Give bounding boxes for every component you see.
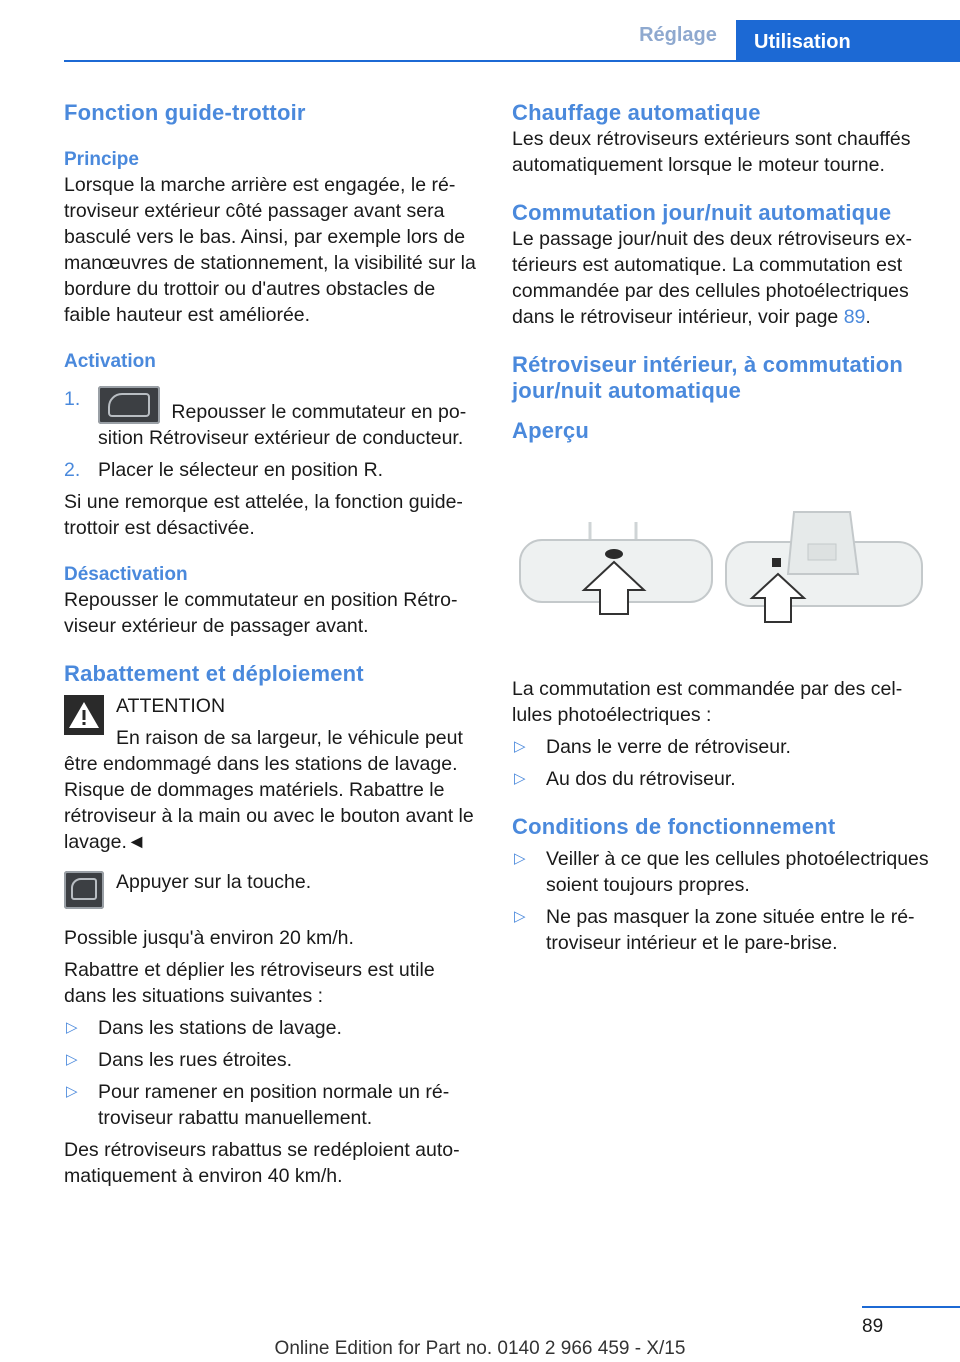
heading-guide-trottoir: Fonction guide-trottoir bbox=[64, 100, 306, 125]
list-item bbox=[64, 1079, 480, 1131]
step-number: 2. bbox=[64, 459, 81, 481]
edition-note: Online Edition for Part no. 0140 2 966 459 - X/15 bbox=[274, 1338, 686, 1359]
text-rabattre: Rabattre et déplier les rétroviseurs est utile dans les situations suivantes : bbox=[64, 959, 435, 1007]
triangle-bullet-icon: ▷ bbox=[66, 1019, 78, 1036]
warning-block bbox=[64, 693, 480, 719]
footer-rule bbox=[862, 1306, 960, 1308]
heading-retroviseur-interieur: Rétroviseur intérieur, à commutation jour/nuit automatique bbox=[512, 352, 904, 403]
right-column bbox=[512, 100, 932, 956]
step-text: Placer le sélecteur en position R. bbox=[98, 459, 384, 481]
triangle-bullet-icon: ▷ bbox=[66, 1083, 78, 1100]
heading-rabattement: Rabattement et déploiement bbox=[64, 661, 364, 686]
text-appuyer: Appuyer sur la touche. bbox=[116, 871, 312, 893]
list-item-text: Dans les rues étroites. bbox=[98, 1049, 293, 1071]
text-possible: Possible jusqu'à environ 20 km/h. bbox=[64, 927, 354, 949]
left-column bbox=[64, 100, 480, 1189]
list-item-text: Pour ramener en position normale un rétroviseur rabattu manuellement. bbox=[98, 1081, 450, 1129]
page-number: 89 bbox=[862, 1316, 884, 1337]
fold-button-row bbox=[64, 869, 480, 911]
text-cellules: La commutation est commandée par des cellules photoélectriques : bbox=[512, 678, 903, 726]
step-item bbox=[64, 386, 480, 451]
heading-apercu: Aperçu bbox=[512, 418, 589, 443]
header-rule bbox=[64, 60, 960, 62]
heading-principe: Principe bbox=[64, 149, 139, 170]
tab-utilisation[interactable]: Utilisation bbox=[736, 20, 960, 60]
list-item bbox=[512, 766, 932, 792]
triangle-bullet-icon: ▷ bbox=[66, 1051, 78, 1068]
warning-title: ATTENTION bbox=[116, 695, 226, 717]
text-commutation: Le passage jour/nuit des deux rétroviseurs extérieurs est automatique. La commutation est commandée par des cellules photoélectriques dans le rétroviseur intérieur, voir page 89. bbox=[512, 228, 912, 328]
list-item bbox=[64, 1015, 480, 1041]
step-text: Repousser le commutateur en position Rétroviseur extérieur de conducteur. bbox=[98, 401, 467, 449]
triangle-bullet-icon: ▷ bbox=[514, 738, 526, 755]
page-link[interactable]: 89 bbox=[843, 306, 866, 328]
heading-conditions: Conditions de fonctionnement bbox=[512, 814, 836, 839]
heading-activation: Activation bbox=[64, 351, 156, 372]
warning-text: En raison de sa largeur, le véhicule peut être endommagé dans les stations de lavage. Risque de dommages matériels. Rabattre le rétroviseur à la main ou avec le bouton avant le lavage.◄ bbox=[64, 727, 474, 853]
fold-button-icon bbox=[64, 871, 104, 909]
step-item bbox=[64, 457, 480, 483]
list-item-text: Au dos du rétroviseur. bbox=[546, 768, 736, 790]
heading-commutation: Commutation jour/nuit automatique bbox=[512, 200, 892, 225]
mirror-illustration bbox=[512, 462, 932, 662]
text-remorque: Si une remorque est attelée, la fonction guide-trottoir est désactivée. bbox=[64, 491, 463, 539]
triangle-bullet-icon: ▷ bbox=[514, 908, 526, 925]
warning-icon bbox=[64, 695, 104, 735]
text-desactivation: Repousser le commutateur en position Rétroviseur extérieur de passager avant. bbox=[64, 589, 458, 637]
list-item-text: Ne pas masquer la zone située entre le rétroviseur intérieur et le pare-brise. bbox=[546, 906, 915, 954]
list-item bbox=[512, 846, 932, 898]
heading-desactivation: Désactivation bbox=[64, 564, 188, 585]
heading-chauffage: Chauffage automatique bbox=[512, 100, 761, 125]
list-item-text: Dans le verre de rétroviseur. bbox=[546, 736, 791, 758]
list-item-text: Dans les stations de lavage. bbox=[98, 1017, 342, 1039]
list-item bbox=[64, 1047, 480, 1073]
list-item bbox=[512, 734, 932, 760]
triangle-bullet-icon: ▷ bbox=[514, 770, 526, 787]
tab-reglage[interactable]: Réglage bbox=[639, 24, 717, 46]
step-number: 1. bbox=[64, 388, 81, 410]
text-final: Des rétroviseurs rabattus se redéploient automatiquement à environ 40 km/h. bbox=[64, 1139, 460, 1187]
list-item bbox=[512, 904, 932, 956]
mirror-switch-icon bbox=[98, 386, 160, 424]
list-item-text: Veiller à ce que les cellules photoélectriques soient toujours propres. bbox=[546, 848, 929, 896]
text-principe: Lorsque la marche arrière est engagée, le rétroviseur extérieur côté passager avant sera basculé vers le bas. Ainsi, par exemple lors de manœuvres de stationnement, la visibilité sur la bordure du trottoir ou d'autres obstacles de faible hauteur est améliorée. bbox=[64, 174, 476, 326]
text-chauffage: Les deux rétroviseurs extérieurs sont chauffés automatiquement lorsque le moteur tourne. bbox=[512, 128, 911, 176]
triangle-bullet-icon: ▷ bbox=[514, 850, 526, 867]
